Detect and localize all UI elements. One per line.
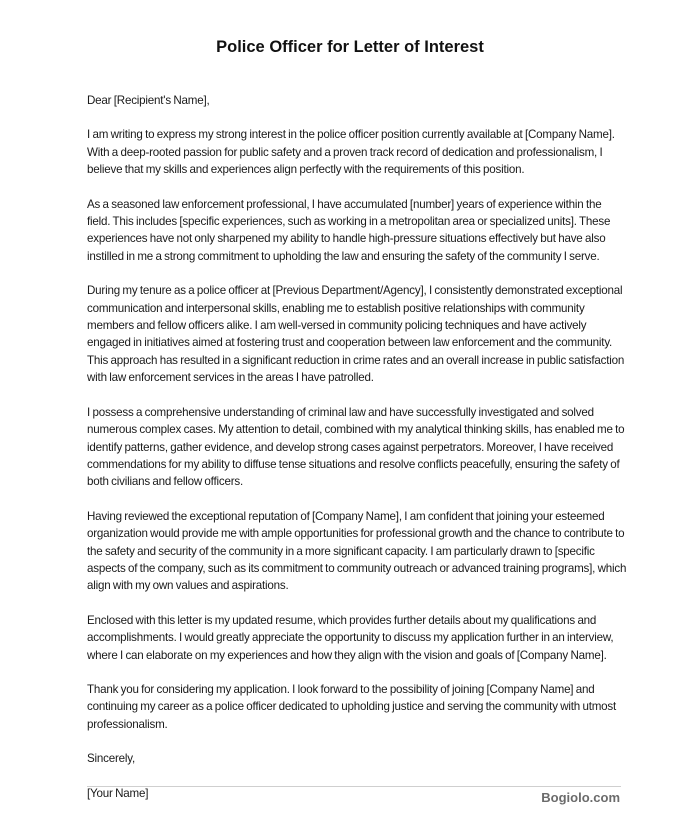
brand-watermark: Bogiolo.com [541, 790, 620, 805]
paragraph-tenure: During my tenure as a police officer at [Previous Department/Agency], I consistently demonstrated exceptional communication and interpersonal skills, enabling me to establish positive relationships with community members and fellow officers alike. I am well-versed in community policing techniques and have actively engaged in initiatives aimed at fostering trust and cooperation between law enforcement and the community. This approach has resulted in a significant reduction in crime rates and an overall increase in public satisfaction with law enforcement services in the areas I have patrolled. [87, 284, 625, 385]
closing: Sincerely, [87, 752, 136, 766]
paragraph-experience: As a seasoned law enforcement professional, I have accumulated [number] years of experience within the field. This includes [specific experiences, such as working in a metropolitan area or specialized units]. These experiences have not only sharpened my ability to handle high-pressure situations effectively but have also instilled in me a strong commitment to upholding the law and ensuring the safety of the community I serve. [87, 197, 611, 263]
paragraph-organization: Having reviewed the exceptional reputation of [Company Name], I am confident that joining your esteemed organization would provide me with ample opportunities for professional growth and the chance to contribute to the safety and security of the community in a more significant capacity. I am particularly drawn to [specific aspects of the company, such as its commitment to community outreach or advanced training programs], which align with my own values and aspirations. [87, 509, 627, 593]
paragraph-skills: I possess a comprehensive understanding of criminal law and have successfully investigated and solved numerous complex cases. My attention to detail, combined with my analytical thinking skills, has enabled me to identify patterns, gather evidence, and develop strong cases against perpetrators. Moreover, I have received commendations for my ability to diffuse tense situations and resolve conflicts peacefully, ensuring the safety of both civilians and fellow officers. [87, 405, 625, 489]
salutation: Dear [Recipient's Name], [87, 94, 210, 107]
footer-divider [87, 786, 621, 787]
page-title: Police Officer for Letter of Interest [216, 38, 484, 56]
paragraph-resume: Enclosed with this letter is my updated resume, which provides further details about my qualifications and accomplishments. I would greatly appreciate the opportunity to discuss my application further in an interview, where I can elaborate on my experiences and how they align with the vision and goals of [Company Name]. [87, 613, 614, 662]
paragraph-intro: I am writing to express my strong interest in the police officer position currently available at [Company Name]. With a deep-rooted passion for public safety and a proven track record of dedication and professionalism, I believe that my skills and experiences align perfectly with the requirements of this position. [87, 128, 615, 177]
signature: [Your Name] [87, 786, 149, 800]
paragraph-thanks: Thank you for considering my application. I look forward to the possibility of joining [Company Name] and continuing my career as a police officer dedicated to upholding justice and serving the community with utmost professionalism. [87, 682, 617, 731]
letter-body [87, 92, 627, 819]
